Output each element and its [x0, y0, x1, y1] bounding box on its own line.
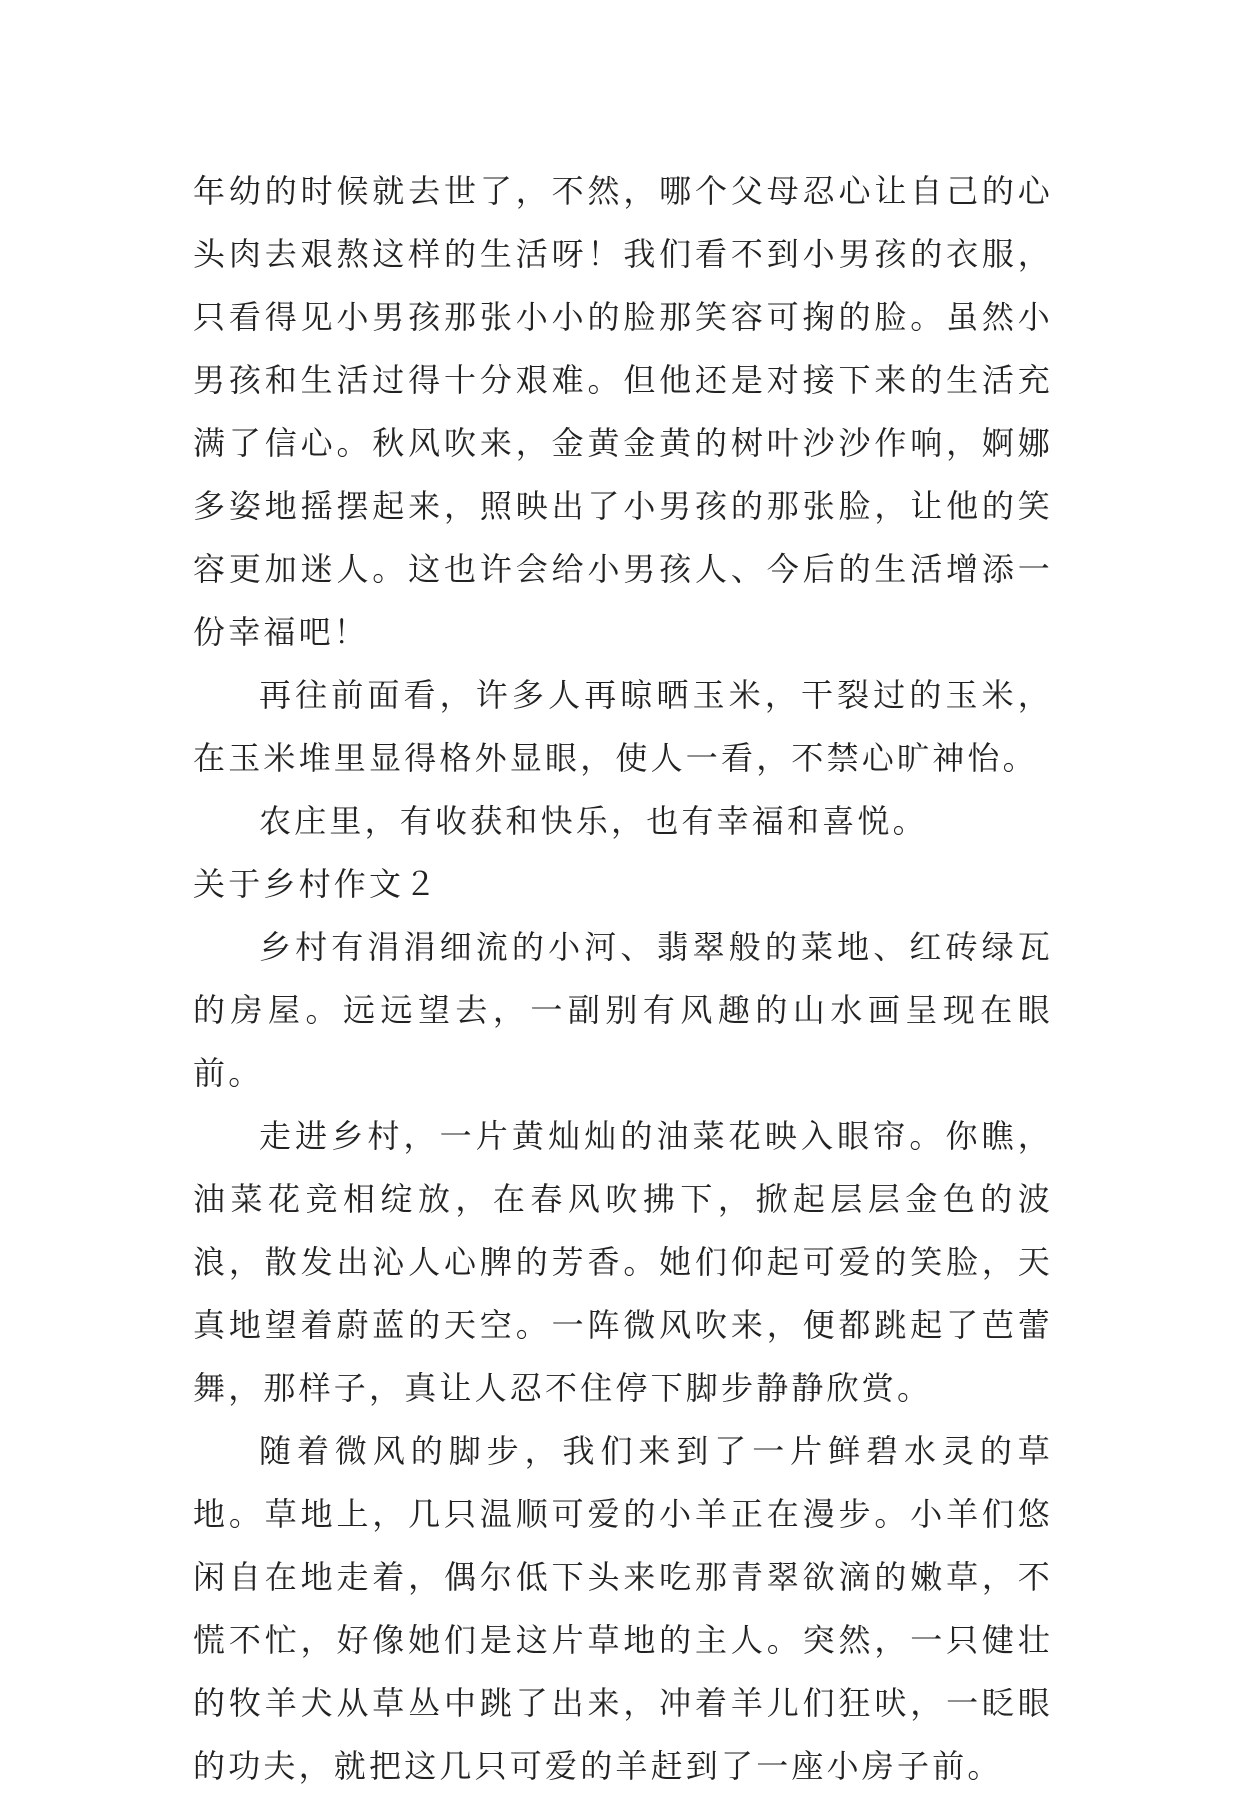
paragraph-corn: 再往前面看，许多人再晾晒玉米，干裂过的玉米，在玉米堆里显得格外显眼，使人一看，不禁心旷神怡。: [193, 676, 1053, 777]
paragraph-meadow: 随着微风的脚步，我们来到了一片鲜碧水灵的草地。草地上，几只温顺可爱的小羊正在漫步。小羊们悠闲自在地走着，偶尔低下头来吃那青翠欲滴的嫩草，不慌不忙，好像她们是这片草地的主人。突然，一只健壮的牧羊犬从草丛中跳了出来，冲着羊儿们狂吠，一眨眼的功夫，就把这几只可爱的羊赶到了一座小房子前。: [193, 1432, 1053, 1785]
paragraph-farm: 农庄里，有收获和快乐，也有幸福和喜悦。: [259, 802, 928, 840]
paragraph-rapeseed: 走进乡村，一片黄灿灿的油菜花映入眼帘。你瞧，油菜花竞相绽放，在春风吹拂下，掀起层层金色的波浪，散发出沁人心脾的芳香。她们仰起可爱的笑脸，天真地望着蔚蓝的天空。一阵微风吹来，便都跳起了芭蕾舞，那样子，真让人忍不住停下脚步静静欣赏。: [193, 1117, 1053, 1407]
paragraph-village-intro: 乡村有涓涓细流的小河、翡翠般的菜地、红砖绿瓦的房屋。远远望去，一副别有风趣的山水画呈现在眼前。: [193, 928, 1053, 1092]
essay-heading: 关于乡村作文２: [193, 865, 440, 903]
paragraph-continuation: 年幼的时候就去世了，不然，哪个父母忍心让自己的心头肉去艰熬这样的生活呀！我们看不到小男孩的衣服，只看得见小男孩那张小小的脸那笑容可掬的脸。虽然小男孩和生活过得十分艰难。但他还是对接下来的生活充满了信心。秋风吹来，金黄金黄的树叶沙沙作响，婀娜多姿地摇摆起来，照映出了小男孩的那张脸，让他的笑容更加迷人。这也许会给小男孩人、今后的生活增添一份幸福吧！: [193, 172, 1053, 651]
essay-body: [193, 160, 1053, 1798]
